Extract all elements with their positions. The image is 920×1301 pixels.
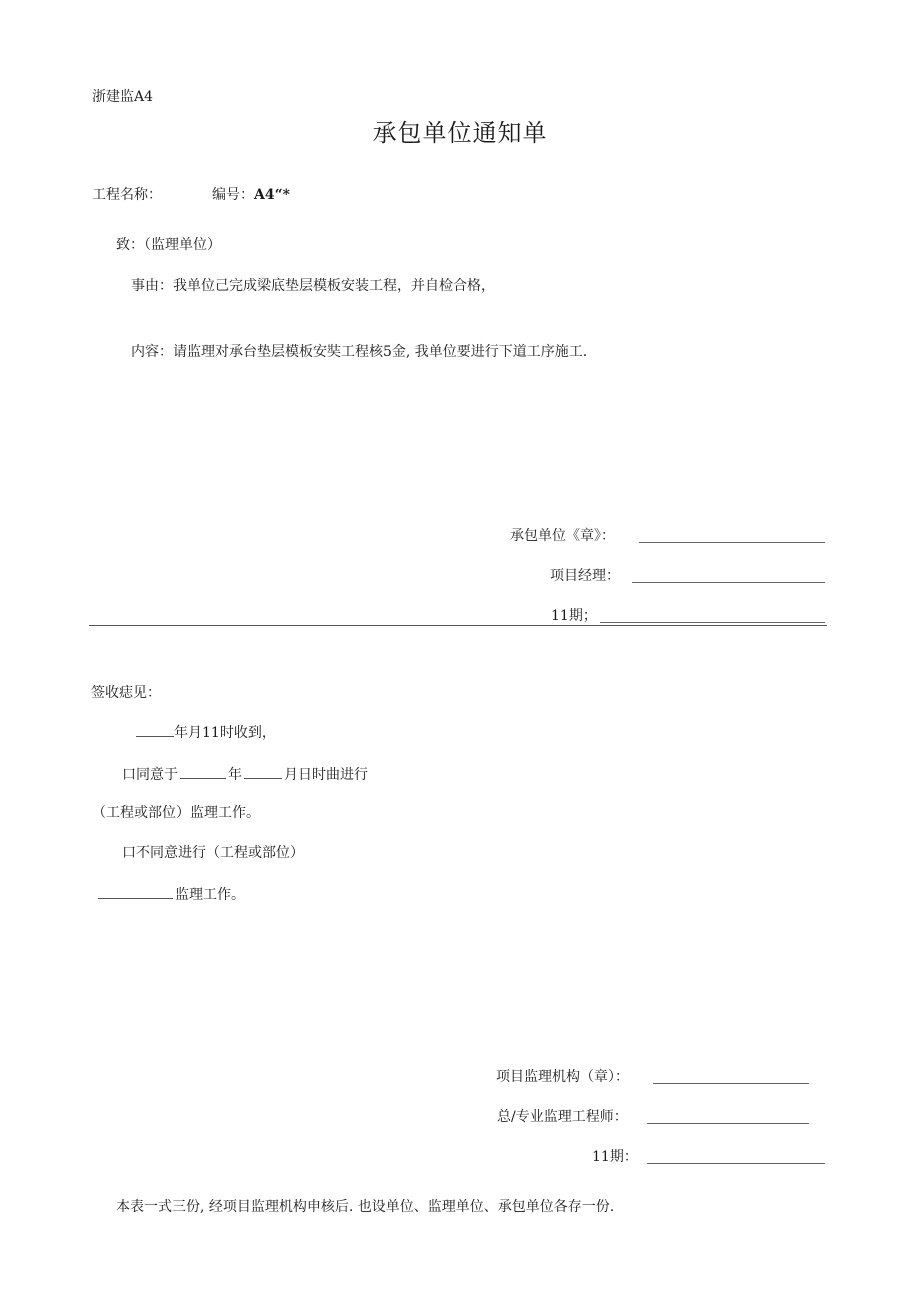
disagree-work-blank — [98, 884, 173, 899]
form-code-text: 浙建监A4 — [92, 89, 154, 105]
agree-checkbox-label: 口同意于 — [122, 767, 178, 783]
footer-note: 本表一式三份, 经项目监理机构申核后. 也设单位、监理单位、承包单位各存一份. — [116, 1199, 615, 1215]
content-text: 内容：请监理对承台垫层模板安奘工程核5金, 我单位要进行下道工序施工. — [131, 344, 588, 360]
agree-line — [122, 764, 368, 784]
disagree-work-text: 监理工作。 — [175, 887, 245, 903]
page-title: 承包单位通知单 — [372, 119, 548, 147]
to-label: 致：（监理单位） — [116, 237, 221, 253]
received-year-blank — [136, 722, 174, 737]
supervisor-engineer-label: 总/专业监理工程师： — [497, 1109, 628, 1125]
number-field — [212, 186, 290, 204]
disagree-work-line — [98, 884, 245, 904]
project-manager-label: 项目经理： — [550, 568, 620, 584]
agree-work-text: （工程或部位）监理工作。 — [92, 805, 260, 821]
supervisor-date-label: 11期： — [592, 1149, 638, 1165]
project-manager-line — [632, 582, 825, 583]
contractor-unit-line — [639, 542, 825, 543]
agree-year-label: 年 — [228, 767, 242, 783]
supervisor-org-line — [653, 1083, 809, 1084]
supervisor-org-label: 项目监理机构（章）： — [496, 1069, 629, 1085]
project-name-label: 工程名称： — [92, 187, 162, 203]
section-divider — [89, 625, 827, 626]
contractor-date-line — [600, 622, 825, 623]
reason-text: 事由：我单位己完成梁底垫层模板安装工程，并自检合格， — [131, 278, 495, 294]
form-code — [92, 88, 153, 106]
number-label: 编号： — [212, 187, 254, 203]
contractor-date-label: 11期； — [551, 608, 597, 624]
agree-rest-label: 月日时曲进行 — [284, 767, 368, 783]
disagree-text: 口不同意进行（工程或部位） — [122, 845, 304, 861]
supervisor-engineer-line — [647, 1123, 809, 1124]
receipt-opinion-label: 签收痣见： — [91, 685, 161, 701]
agree-year-blank — [180, 764, 226, 779]
number-value: A4“* — [254, 187, 290, 203]
contractor-unit-label: 承包单位《章》： — [510, 528, 615, 544]
received-suffix: 年月11时收到， — [174, 725, 276, 741]
received-line — [136, 722, 276, 742]
agree-month-blank — [244, 764, 282, 779]
supervisor-date-line — [647, 1163, 825, 1164]
